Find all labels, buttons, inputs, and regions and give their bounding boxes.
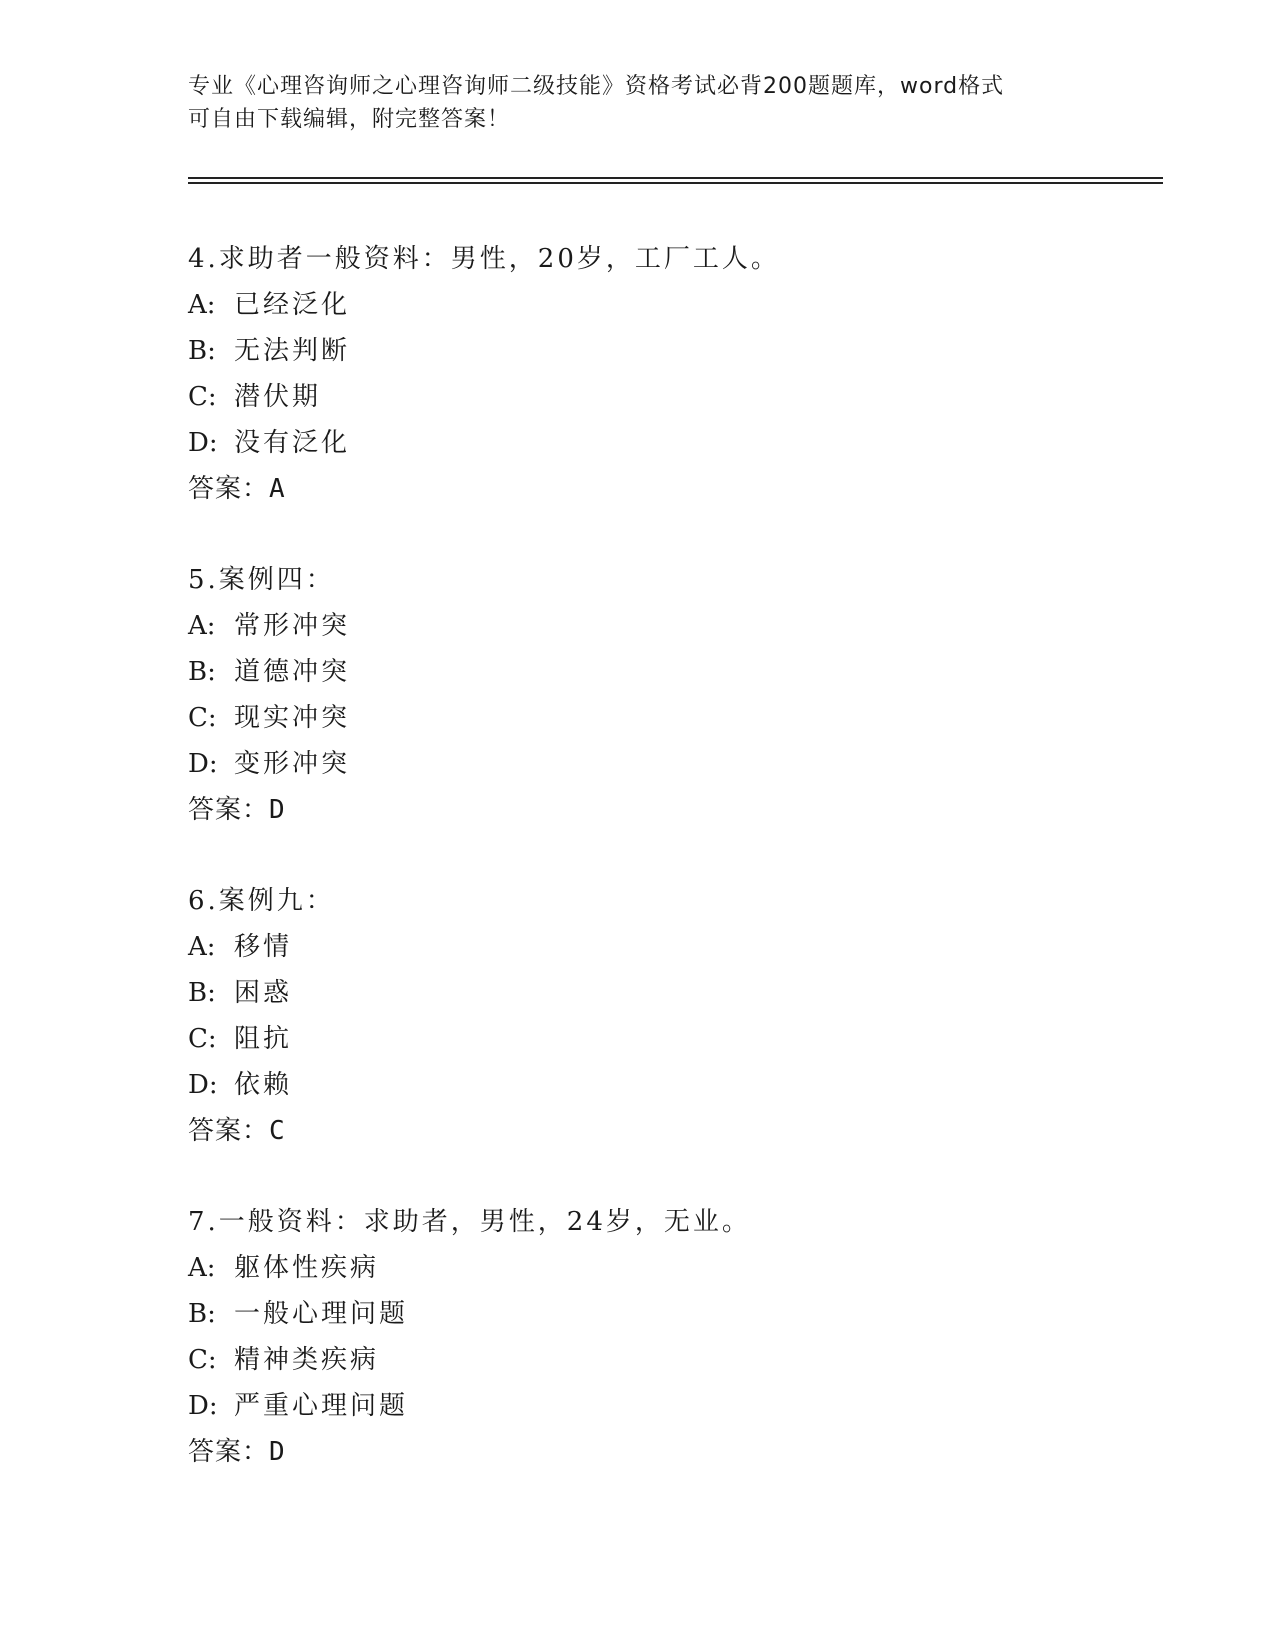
question-block-4 — [188, 236, 1148, 512]
option-c — [188, 374, 1148, 420]
option-text: 精神类疾病 — [234, 1345, 380, 1375]
option-c — [188, 695, 1148, 741]
option-letter: C: — [188, 1024, 217, 1054]
option-text: 移情 — [234, 932, 293, 962]
option-a — [188, 603, 1148, 649]
question-block-6 — [188, 878, 1148, 1154]
option-letter: B: — [188, 978, 216, 1008]
option-b — [188, 649, 1148, 695]
option-text: 依赖 — [234, 1070, 293, 1100]
option-letter: C: — [188, 703, 217, 733]
option-c — [188, 1016, 1148, 1062]
option-text: 严重心理问题 — [234, 1391, 409, 1421]
question-block-7 — [188, 1199, 1148, 1475]
option-d — [188, 1383, 1148, 1429]
option-d — [188, 1062, 1148, 1108]
option-b — [188, 1291, 1148, 1337]
option-a — [188, 282, 1148, 328]
option-letter: C: — [188, 382, 217, 412]
answer-value: A — [269, 474, 286, 504]
answer-value: C — [269, 1116, 286, 1146]
option-letter: B: — [188, 336, 216, 366]
option-text: 潜伏期 — [234, 382, 322, 412]
question-title: 4.求助者一般资料：男性，20岁，工厂工人。 — [188, 244, 780, 274]
option-text: 一般心理问题 — [234, 1299, 409, 1329]
option-b — [188, 328, 1148, 374]
header-divider-bottom — [188, 182, 1163, 184]
option-text: 阻抗 — [234, 1024, 293, 1054]
option-letter: B: — [188, 657, 216, 687]
option-letter: A: — [188, 290, 216, 320]
option-d — [188, 741, 1148, 787]
option-text: 变形冲突 — [234, 749, 351, 779]
document-header — [188, 70, 1088, 136]
option-text: 无法判断 — [234, 336, 351, 366]
option-letter: D: — [188, 1391, 218, 1421]
answer-value: D — [269, 1437, 286, 1467]
option-text: 常形冲突 — [234, 611, 351, 641]
option-letter: A: — [188, 932, 216, 962]
question-block-5 — [188, 557, 1148, 833]
answer-value: D — [269, 795, 286, 825]
answer-label: 答案： — [188, 474, 270, 504]
answer-line — [188, 466, 1148, 512]
option-text: 困惑 — [234, 978, 293, 1008]
option-letter: C: — [188, 1345, 217, 1375]
question-title: 6.案例九： — [188, 886, 335, 916]
option-letter: A: — [188, 611, 216, 641]
option-text: 已经泛化 — [234, 290, 351, 320]
option-letter: D: — [188, 428, 218, 458]
option-text: 躯体性疾病 — [234, 1253, 380, 1283]
option-c — [188, 1337, 1148, 1383]
header-line-2: 可自由下载编辑，附完整答案！ — [188, 107, 511, 132]
question-title: 5.案例四： — [188, 565, 335, 595]
answer-line — [188, 1429, 1148, 1475]
option-b — [188, 970, 1148, 1016]
option-text: 现实冲突 — [234, 703, 351, 733]
option-letter: A: — [188, 1253, 216, 1283]
option-letter: D: — [188, 1070, 218, 1100]
option-text: 没有泛化 — [234, 428, 351, 458]
header-divider-top — [188, 177, 1163, 179]
answer-label: 答案： — [188, 1437, 270, 1467]
option-a — [188, 924, 1148, 970]
answer-label: 答案： — [188, 795, 270, 825]
option-letter: B: — [188, 1299, 216, 1329]
question-title: 7.一般资料：求助者，男性，24岁，无业。 — [188, 1207, 751, 1237]
header-line-1: 专业《心理咨询师之心理咨询师二级技能》资格考试必背200题题库，word格式 — [188, 74, 1005, 99]
option-text: 道德冲突 — [234, 657, 351, 687]
answer-label: 答案： — [188, 1116, 270, 1146]
option-letter: D: — [188, 749, 218, 779]
option-a — [188, 1245, 1148, 1291]
answer-line — [188, 787, 1148, 833]
answer-line — [188, 1108, 1148, 1154]
option-d — [188, 420, 1148, 466]
